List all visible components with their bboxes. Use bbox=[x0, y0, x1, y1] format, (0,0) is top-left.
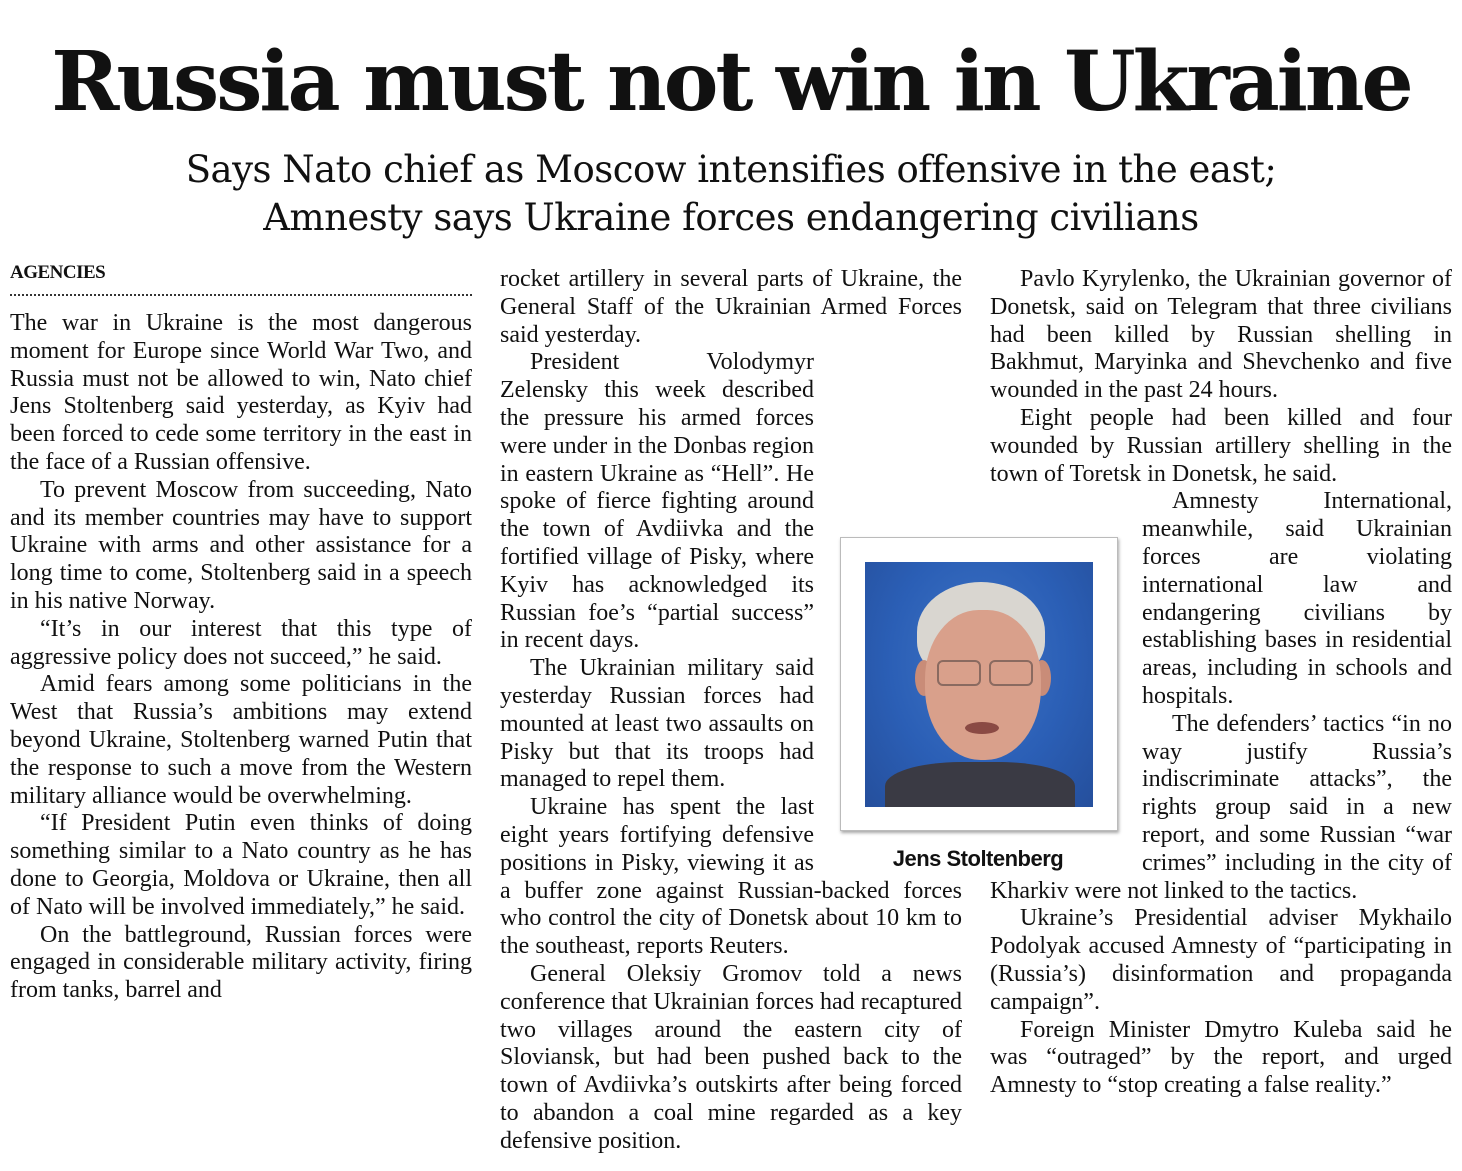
paragraph: “It’s in our interest that this type of aggressive policy does not succeed,” he said. bbox=[10, 615, 472, 670]
byline: AGENCIES bbox=[10, 262, 472, 296]
paragraph: rocket artillery in several parts of Ukraine, the General Staff of the Ukrainian Armed Forces said yesterday. bbox=[500, 266, 962, 348]
headline: Russia must not win in Ukraine bbox=[51, 34, 1411, 130]
paragraph: Amid fears among some politicians in the West that Russia’s ambitions may extend beyond Ukraine, Stoltenberg warned Putin that the response to such a move from the Western military alliance would be overwhelming. bbox=[10, 671, 472, 809]
portrait-photo bbox=[865, 562, 1093, 807]
paragraph: Ukraine’s Presidential adviser Mykhailo Podolyak accused Amnesty of “participating in (Russia’s) disinformation and propaganda campaign”. bbox=[990, 905, 1452, 1015]
paragraph: Foreign Minister Dmytro Kuleba said he was “outraged” by the report, and urged Amnesty to “stop creating a false reality.” bbox=[990, 1016, 1452, 1099]
photo-caption: Jens Stoltenberg bbox=[892, 846, 1064, 871]
photo-frame bbox=[840, 537, 1118, 831]
paragraph: Eight people had been killed and four wounded by Russian artillery shelling in the town of Toretsk in Donetsk, he said. bbox=[990, 404, 1452, 487]
article-column-1 bbox=[10, 262, 472, 1005]
paragraph: General Oleksiy Gromov told a news conference that Ukrainian forces had recaptured two villages around the eastern city of Sloviansk, but had been pushed back to the town of Avdiivka’s outskirts after being forced to abandon a coal mine regarded as a key defensive position. bbox=[500, 960, 962, 1154]
subheadline-line-1: Says Nato chief as Moscow intensifies offensive in the east; bbox=[185, 148, 1277, 191]
paragraph: The Ukrainian military said yesterday Russian forces had mounted at least two assaults on Pisky but that its troops had managed to repel them. bbox=[500, 655, 814, 793]
paragraph: Pavlo Kyrylenko, the Ukrainian governor of Donetsk, said on Telegram that three civilians had been killed by Russian shelling in Bakhmut, Maryinka and Shevchenko and five wounded in the past 24 hours. bbox=[990, 266, 1452, 404]
paragraph: Ukraine has spent the last eight years fortifying defensive positions in Pisky, viewing it as a buffer zone against Russian-backed forces who control the city of Donetsk about 10 km to the southeast, reports Reuters. bbox=[500, 794, 962, 960]
paragraph: Amnesty International, meanwhile, said Ukrainian forces are violating international law and endangering civilians by establishing bases in residential areas, including in schools and hospitals. bbox=[1142, 488, 1452, 709]
paragraph: On the battleground, Russian forces were engaged in considerable military activity, firing from tanks, barrel and bbox=[10, 921, 472, 1004]
paragraph: To prevent Moscow from succeeding, Nato and its member countries may have to support Ukraine with arms and other assistance for a long time to come, Stoltenberg said in a speech in his native Norway. bbox=[10, 476, 472, 614]
subheadline bbox=[10, 146, 1452, 242]
paragraph: The war in Ukraine is the most dangerous moment for Europe since World War Two, and Russia must not be allowed to win, Nato chief Jens Stoltenberg said yesterday, as Kyiv had been forced to cede some territory in the east in the face of a Russian offensive. bbox=[10, 310, 472, 475]
paragraph: “If President Putin even thinks of doing something similar to a Nato country as he has done to Georgia, Moldova or Ukraine, then all of Nato will be involved immediately,” he said. bbox=[10, 810, 472, 920]
paragraph: The defenders’ tactics “in no way justify Russia’s indiscriminate attacks”, the rights group said in a new report, and some Russian “war crimes” including in the city of Kharkiv were not linked to the tactics. bbox=[990, 710, 1452, 904]
paragraph-text: President Volodymyr Zelensky this week described the pressure his armed forces were under in the Donbas region in eastern Ukraine as “Hell”. He spoke of fierce fighting around the town of Avdiivka and the fortified village of Pisky, where Kyiv has acknowledged its Russian foe’s “partial success” in recent days. bbox=[500, 349, 814, 654]
subheadline-line-2: Amnesty says Ukraine forces endangering civilians bbox=[263, 196, 1199, 239]
